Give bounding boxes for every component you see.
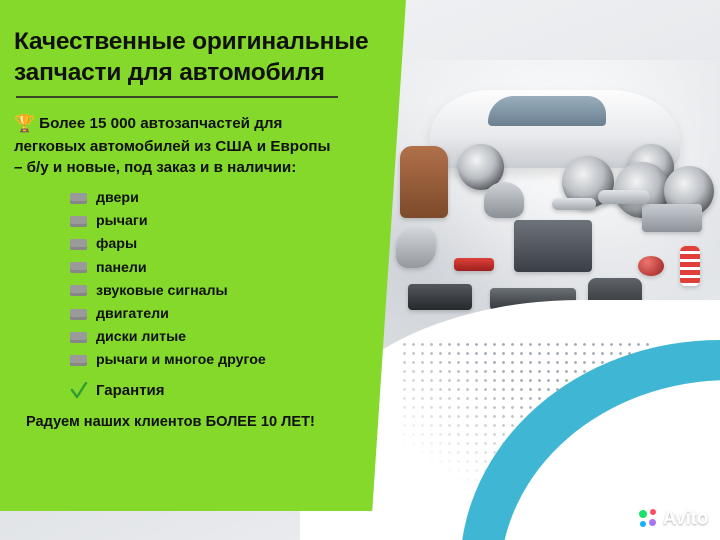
parts-list: [70, 191, 386, 368]
bullet-icon: [70, 332, 87, 343]
list-item-label: двери: [96, 190, 139, 206]
trophy-icon: 🏆: [14, 113, 36, 133]
avito-watermark: [639, 508, 708, 530]
headline-line-1: Качественные оригинальные: [14, 28, 369, 55]
subheading: [14, 112, 386, 179]
bullet-icon: [70, 216, 87, 227]
list-item: [70, 214, 386, 228]
list-item: [70, 284, 386, 298]
red-part-image: [454, 258, 494, 271]
list-item-label: звуковые сигналы: [96, 282, 228, 299]
dark-part-image: [408, 284, 472, 310]
avito-wordmark: Avito: [662, 508, 708, 529]
list-item: [70, 261, 386, 275]
grey-part-image: [642, 204, 702, 232]
list-item-label: рычаги: [96, 213, 148, 230]
pipe-part-image: [552, 198, 596, 210]
red-part-image: [638, 256, 664, 276]
bullet-icon: [70, 309, 87, 320]
list-item: [70, 330, 386, 344]
suspension-spring-image: [680, 246, 700, 286]
bullet-icon: [70, 355, 87, 366]
list-item-label: панели: [96, 259, 147, 276]
list-item-label: фары: [96, 236, 138, 253]
page-title: [14, 26, 386, 89]
bullet-icon: [70, 193, 87, 204]
list-item: [70, 237, 386, 251]
car-seat-image: [400, 146, 448, 218]
footer-text: Радуем наших клиентов БОЛЕЕ 10 ЛЕТ!: [26, 413, 315, 430]
headline-line-2: запчасти для автомобиля: [14, 59, 325, 87]
list-item: [70, 353, 386, 367]
subheading-line-2: легковых автомобилей из США и Европы: [14, 137, 331, 155]
guarantee-label: Гарантия: [96, 382, 165, 400]
list-item: [70, 191, 386, 205]
pipe-part-image: [598, 190, 650, 204]
avito-logo-icon: [639, 509, 659, 529]
bullet-icon: [70, 262, 87, 273]
guarantee-row: [70, 382, 386, 400]
list-item: [70, 307, 386, 321]
divider: [16, 96, 338, 98]
subheading-line-1: Более 15 000 автозапчастей для: [39, 114, 283, 132]
list-item-label: рычаги и многое другое: [96, 352, 266, 369]
list-item-label: двигатели: [96, 306, 169, 323]
bullet-icon: [70, 285, 87, 296]
bullet-icon: [70, 239, 87, 250]
engine-part-image: [514, 220, 592, 272]
subheading-line-3: – б/у и новые, под заказ и в наличии:: [14, 159, 297, 177]
hose-part-image: [484, 182, 524, 218]
check-icon: [70, 382, 88, 400]
car-window-image: [488, 96, 606, 126]
list-item-label: диски литые: [96, 329, 187, 346]
